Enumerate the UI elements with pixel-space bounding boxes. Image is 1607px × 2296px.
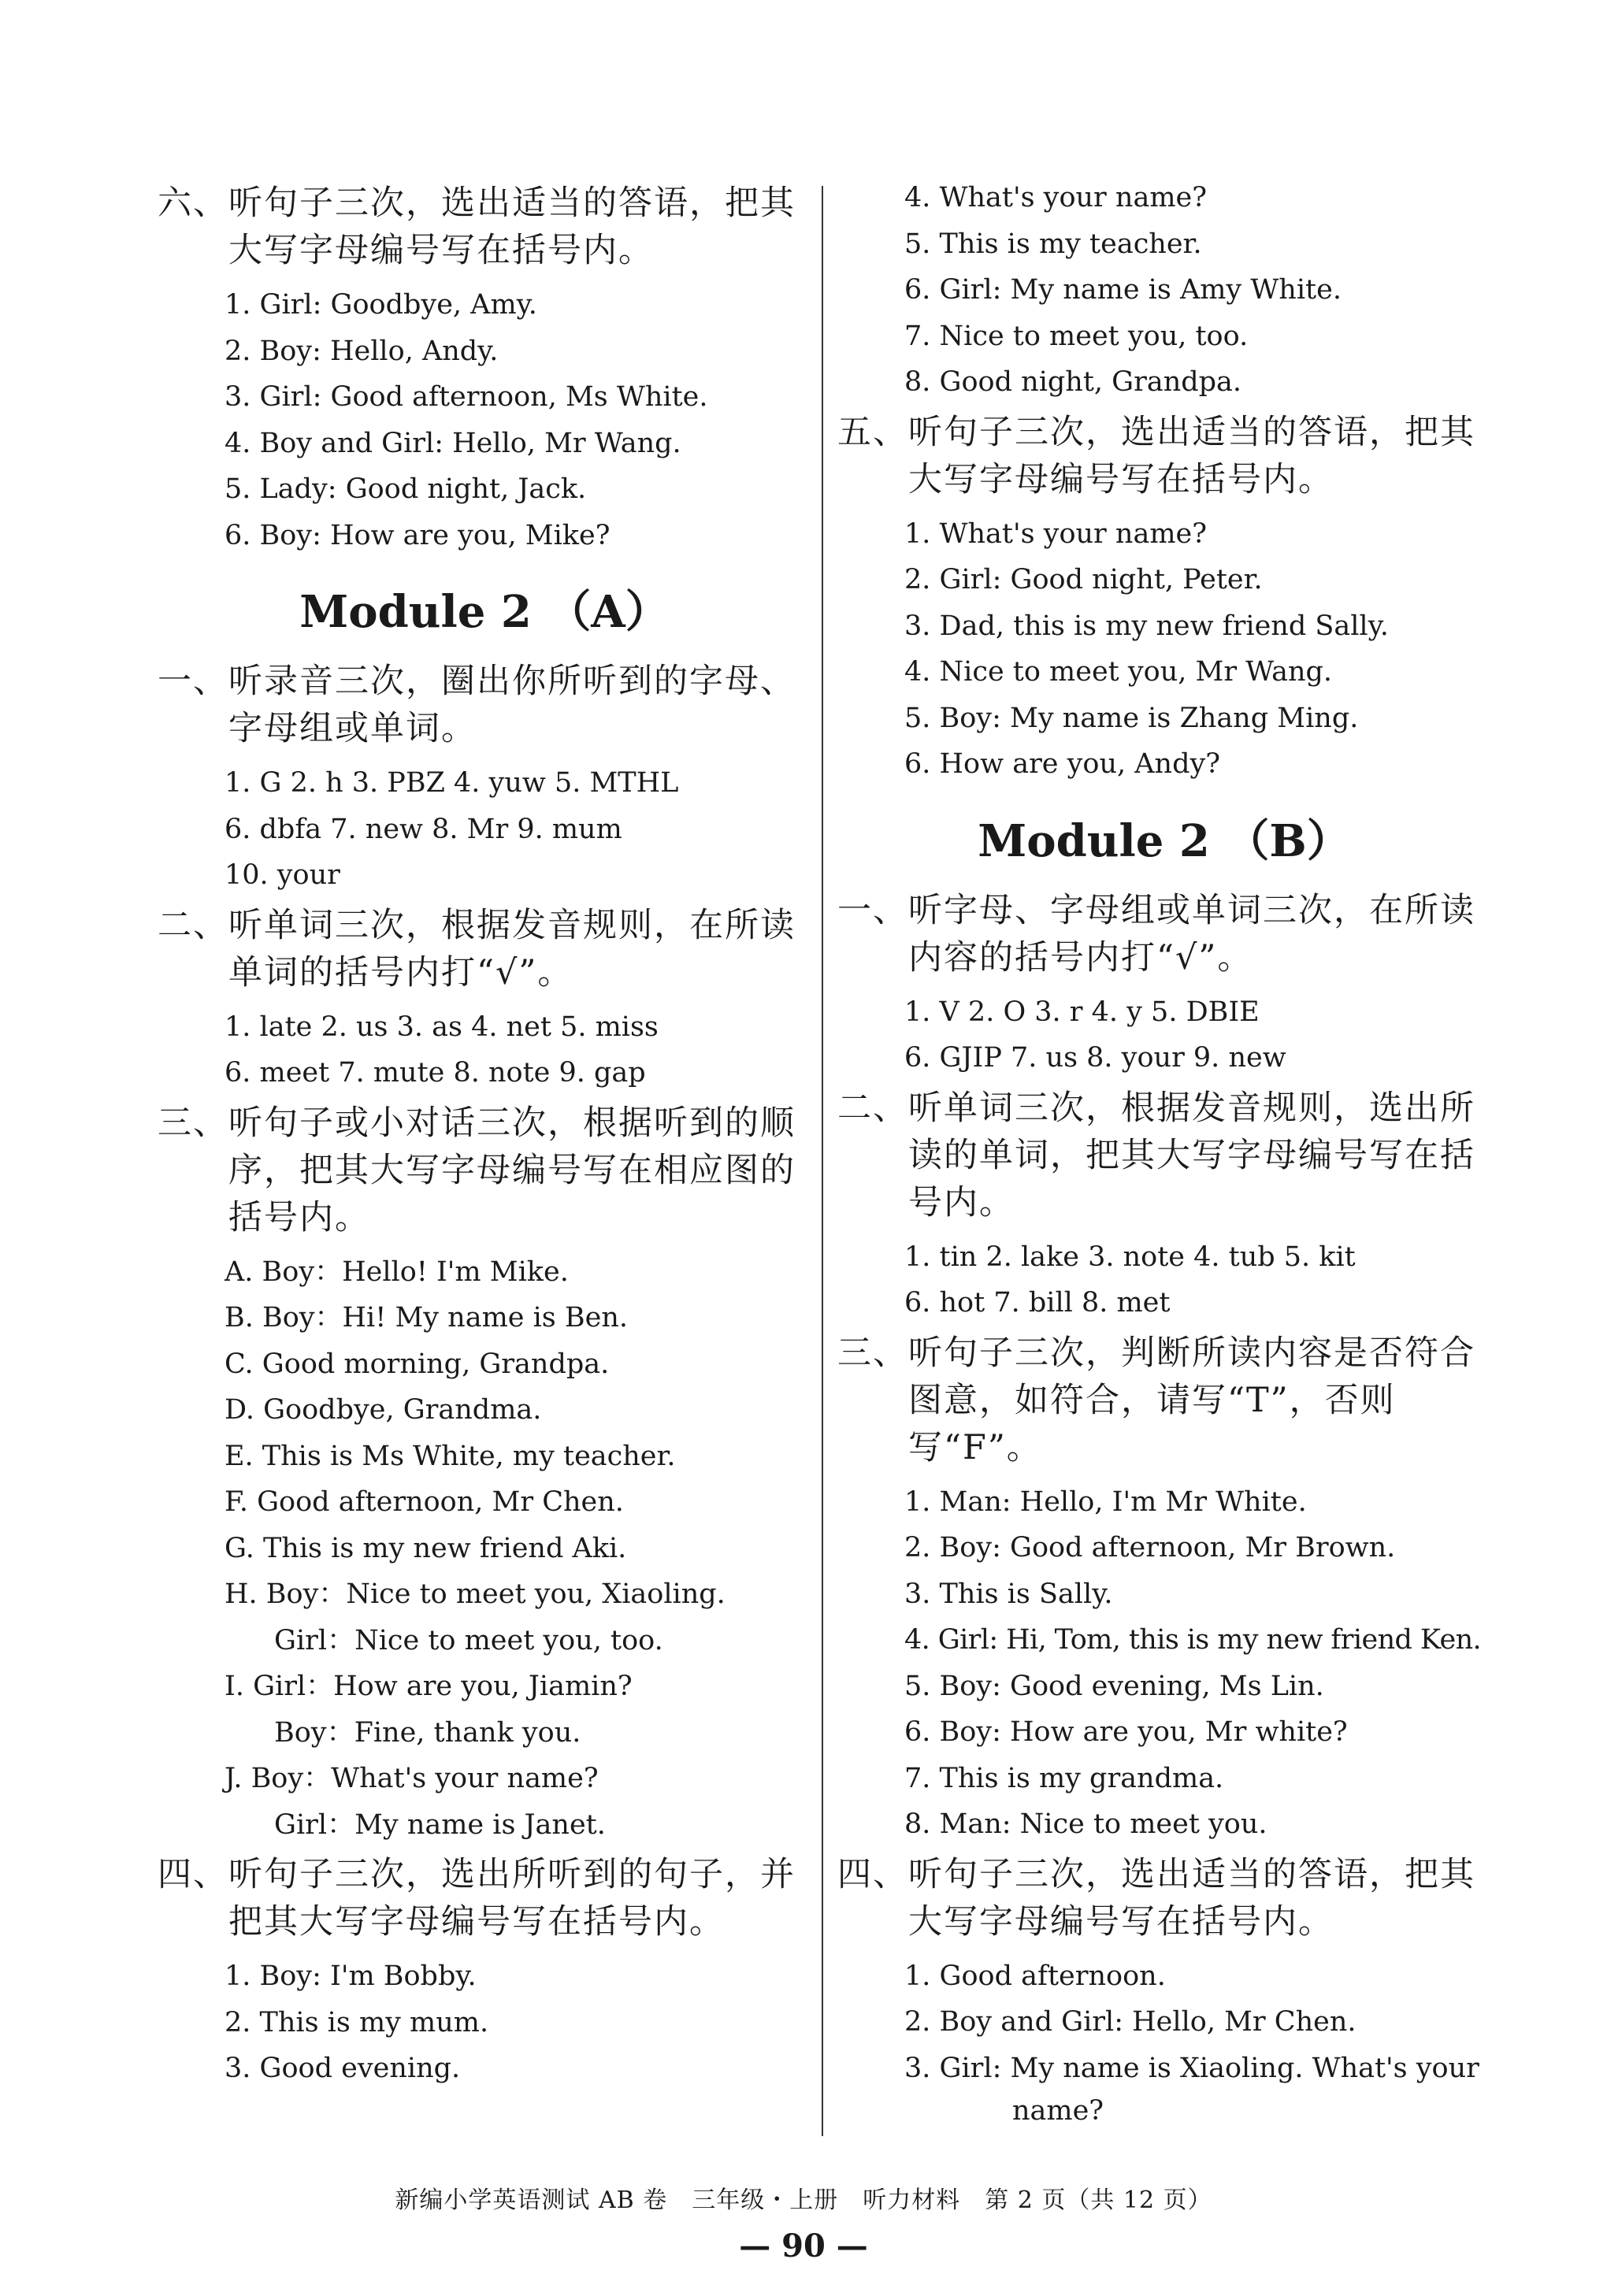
section-5-items — [837, 511, 1491, 788]
column-divider — [822, 186, 823, 2136]
section-1-heading — [158, 658, 811, 752]
right-column — [837, 175, 1491, 2138]
list-item: 1. tin 2. lake 3. note 4. tub 5. kit — [904, 1241, 1356, 1273]
list-item: 1. Good afternoon. — [904, 1960, 1166, 1992]
list-item-continuation: name? — [1012, 2095, 1104, 2127]
list-item: 8. Man: Nice to meet you. — [904, 1808, 1267, 1840]
section-1-heading — [837, 887, 1491, 981]
module-2a-title: Module 2 （A） — [299, 586, 670, 638]
section-1-items — [158, 760, 811, 899]
list-item: 6. Boy: How are you, Mike? — [225, 519, 611, 551]
section-number: 四、 — [158, 1855, 228, 1894]
list-item: 1. What's your name? — [904, 517, 1207, 550]
section-number: 三、 — [837, 1333, 908, 1373]
section-3-items — [158, 1249, 811, 1849]
section-instruction: 听句子或小对话三次，根据听到的顺序，把其大写字母编号写在相应图的括号内。 — [228, 1103, 796, 1237]
section-2-heading — [158, 902, 811, 996]
section-6-items — [158, 282, 811, 558]
continued-items — [837, 175, 1491, 406]
list-item: 2. Boy: Hello, Andy. — [225, 335, 499, 367]
section-6-heading — [158, 180, 811, 274]
list-item: 5. Boy: Good evening, Ms Lin. — [904, 1670, 1324, 1702]
section-instruction: 听句子三次，选出适当的答语，把其大写字母编号写在括号内。 — [908, 412, 1475, 499]
list-item: 10. your — [225, 859, 340, 891]
list-item: 2. This is my mum. — [225, 2006, 489, 2038]
list-item: 4. Nice to meet you, Mr Wang. — [904, 656, 1333, 688]
section-number: 二、 — [158, 905, 228, 945]
list-item: 3. Girl: My name is Xiaoling. What's your — [904, 2052, 1479, 2084]
list-item: 4. What's your name? — [904, 182, 1207, 213]
section-instruction: 听句子三次，选出适当的答语，把其大写字母编号写在括号内。 — [228, 184, 796, 270]
list-item: A. Boy：Hello! I'm Mike. — [225, 1256, 569, 1288]
section-5-heading — [837, 409, 1491, 503]
section-2-heading — [837, 1085, 1491, 1226]
list-item: D. Goodbye, Grandma. — [225, 1394, 542, 1426]
section-number: 三、 — [158, 1103, 228, 1143]
list-item: 6. GJIP 7. us 8. your 9. new — [904, 1042, 1286, 1074]
list-item: 6. How are you, Andy? — [904, 748, 1221, 780]
list-item: 6. dbfa 7. new 8. Mr 9. mum — [225, 813, 622, 845]
list-item: 3. Girl: Good afternoon, Ms White. — [225, 381, 708, 413]
list-item: 1. Man: Hello, I'm Mr White. — [904, 1486, 1307, 1518]
section-number: 一、 — [837, 890, 908, 930]
section-number: 五、 — [837, 412, 908, 452]
list-item-continuation: Boy：Fine, thank you. — [274, 1716, 581, 1749]
section-2-items — [158, 1004, 811, 1096]
list-item: H. Boy：Nice to meet you, Xiaoling. — [225, 1578, 726, 1610]
list-item: 8. Good night, Grandpa. — [904, 366, 1242, 398]
list-item: J. Boy：What's your name? — [225, 1763, 599, 1794]
list-item: E. This is Ms White, my teacher. — [225, 1440, 676, 1472]
list-item: 4. Boy and Girl: Hello, Mr Wang. — [225, 427, 681, 459]
list-item: 1. Boy: I'm Bobby. — [225, 1960, 477, 1992]
section-4-items — [837, 1953, 1491, 2135]
section-instruction: 听录音三次，圈出你所听到的字母、字母组或单词。 — [228, 662, 796, 748]
section-instruction: 听句子三次，选出适当的答语，把其大写字母编号写在括号内。 — [908, 1854, 1475, 1942]
section-number: 一、 — [158, 662, 228, 701]
list-item: 1. Girl: Goodbye, Amy. — [225, 289, 537, 321]
section-number: 六、 — [158, 184, 228, 223]
list-item: 5. Boy: My name is Zhang Ming. — [904, 702, 1359, 734]
list-item: 6. hot 7. bill 8. met — [904, 1287, 1171, 1319]
list-item: 2. Boy and Girl: Hello, Mr Chen. — [904, 2006, 1356, 2038]
list-item: 7. Nice to meet you, too. — [904, 320, 1249, 352]
section-4-items — [158, 1953, 811, 2092]
section-3-items — [837, 1479, 1491, 1848]
list-item: 2. Boy: Good afternoon, Mr Brown. — [904, 1532, 1396, 1563]
list-item: 2. Girl: Good night, Peter. — [904, 564, 1263, 595]
section-number: 四、 — [837, 1854, 908, 1894]
section-instruction: 听句子三次，判断所读内容是否符合图意，如符合，请写“T”，否则写“F”。 — [908, 1333, 1475, 1467]
section-3-heading — [158, 1100, 811, 1241]
list-item: 6. meet 7. mute 8. note 9. gap — [225, 1057, 646, 1089]
list-item: 4. Girl: Hi, Tom, this is my new friend Ken. — [904, 1624, 1482, 1656]
list-item: B. Boy：Hi! My name is Ben. — [225, 1302, 628, 1333]
list-item: 5. This is my teacher. — [904, 228, 1202, 260]
list-item: 3. Good evening. — [225, 2053, 461, 2084]
list-item: 3. Dad, this is my new friend Sally. — [904, 610, 1389, 642]
section-4-heading — [837, 1851, 1491, 1945]
list-item: C. Good morning, Grandpa. — [225, 1348, 610, 1380]
section-instruction: 听句子三次，选出所听到的句子，并把其大写字母编号写在括号内。 — [228, 1855, 796, 1942]
list-item-continuation: Girl：My name is Janet. — [274, 1808, 606, 1841]
list-item: 6. Girl: My name is Amy White. — [904, 274, 1342, 306]
section-3-heading — [837, 1330, 1491, 1471]
list-item: G. This is my new friend Aki. — [225, 1532, 627, 1564]
list-item: 1. late 2. us 3. as 4. net 5. miss — [225, 1011, 659, 1043]
left-column — [158, 180, 811, 2095]
section-1-items — [837, 989, 1491, 1081]
section-instruction: 听单词三次，根据发音规则，在所读单词的括号内打“√”。 — [228, 905, 796, 992]
list-item: 6. Boy: How are you, Mr white? — [904, 1716, 1348, 1748]
list-item-continuation: Girl：Nice to meet you, too. — [274, 1624, 663, 1656]
section-instruction: 听字母、字母组或单词三次，在所读内容的括号内打“√”。 — [908, 890, 1475, 977]
section-instruction: 听单词三次，根据发音规则，选出所读的单词，把其大写字母编号写在括号内。 — [908, 1088, 1475, 1222]
page-number: — 90 — — [739, 2227, 868, 2264]
list-item: 5. Lady: Good night, Jack. — [225, 473, 587, 505]
page-footer: 新编小学英语测试 AB 卷 三年级・上册 听力材料 第 2 页（共 12 页） — [395, 2187, 1212, 2214]
module-2b-title: Module 2 （B） — [978, 814, 1351, 867]
list-item: 3. This is Sally. — [904, 1578, 1113, 1610]
section-2-items — [837, 1234, 1491, 1326]
list-item: F. Good afternoon, Mr Chen. — [225, 1486, 624, 1518]
section-number: 二、 — [837, 1088, 908, 1128]
list-item: 7. This is my grandma. — [904, 1762, 1224, 1794]
list-item: I. Girl：How are you, Jiamin? — [225, 1671, 633, 1702]
list-item: 1. G 2. h 3. PBZ 4. yuw 5. MTHL — [225, 767, 679, 799]
section-4-heading — [158, 1851, 811, 1945]
list-item: 1. V 2. O 3. r 4. y 5. DBIE — [904, 996, 1260, 1028]
